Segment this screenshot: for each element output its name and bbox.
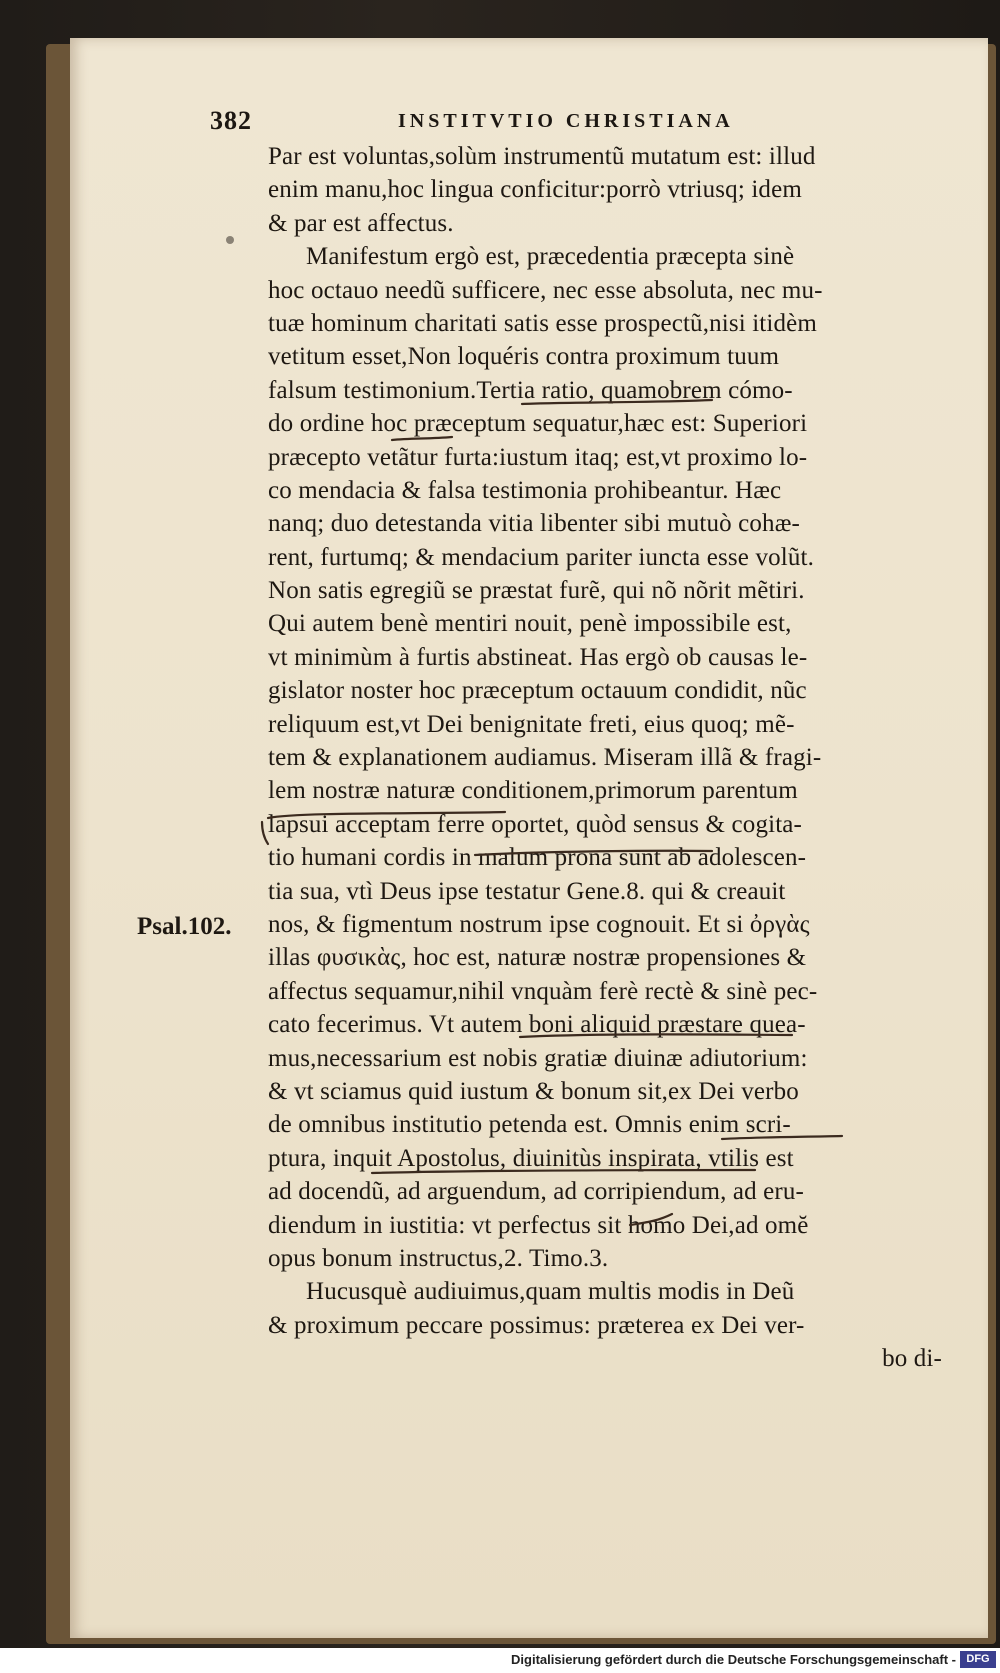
text-line: tia sua, vtì Deus ipse testatur Gene.8. qui & creauit — [268, 877, 786, 905]
text-line: nanq; duo detestanda vitia libenter sibi mutuò cohæ- — [268, 510, 800, 538]
text-line: rent, furtumq; & mendacium pariter iuncta esse volũt. — [268, 543, 814, 571]
text-line: Hucusquè audiuimus,quam multis modis in Deũ — [306, 1278, 795, 1306]
text-line: præcepto vetãtur furta:iustum itaq; est,vt proximo lo- — [268, 443, 808, 471]
text-line: & par est affectus. — [268, 209, 454, 237]
text-line: mus,necessarium est nobis gratiæ diuinæ adiutorium: — [268, 1044, 808, 1072]
dfg-logo-icon: DFG — [960, 1651, 996, 1668]
text-line: lapsui acceptam ferre oportet, quòd sensus & cogita- — [268, 810, 803, 838]
ink-spot — [226, 236, 234, 244]
text-line: hoc octauo needũ sufficere, nec esse absoluta, nec mu- — [268, 276, 823, 304]
text-line: Qui autem benè mentiri nouit, penè impossibile est, — [268, 610, 792, 638]
text-line: diendum in iustitia: vt perfectus sit homo Dei,ad omĕ — [268, 1211, 809, 1239]
text-line: opus bonum instructus,2. Timo.3. — [268, 1244, 609, 1272]
text-line: falsum testimonium.Tertia ratio, quamobrem cómo- — [268, 376, 793, 404]
digitization-credit: Digitalisierung gefördert durch die Deutsche Forschungsgemeinschaft - — [511, 1652, 956, 1667]
text-line: reliquum est,vt Dei benignitate freti, eius quoq; mẽ- — [268, 710, 795, 738]
text-line: tio humani cordis in malum prona sunt ab adolescen- — [268, 844, 807, 872]
text-line: Par est voluntas,solùm instrumentũ mutatum est: illud — [268, 143, 816, 170]
catchword: bo di- — [882, 1345, 942, 1373]
text-line: & vt sciamus quid iustum & bonum sit,ex Dei verbo — [268, 1077, 799, 1105]
page-number: 382 — [210, 106, 252, 135]
margin-note: Psal.102. — [137, 913, 232, 940]
text-line: Manifestum ergò est, præcedentia præcepta sinè — [306, 243, 795, 271]
text-line: gislator noster hoc præceptum octauum condidit, nũc — [268, 677, 807, 705]
text-line: tem & explanationem audiamus. Miseram illã & fragi- — [268, 744, 822, 772]
text-line: enim manu,hoc lingua conficitur:porrò vtriusq; idem — [268, 176, 802, 204]
text-line: illas φυσικὰς, hoc est, naturæ nostræ propensiones & — [268, 944, 807, 972]
text-line: tuæ hominum charitati satis esse prospectũ,nisi itidèm — [268, 309, 817, 337]
text-line: de omnibus institutio petenda est. Omnis enim scri- — [268, 1111, 791, 1139]
text-line: & proximum peccare possimus: præterea ex Dei ver- — [268, 1311, 805, 1339]
text-line: Non satis egregiũ se præstat furẽ, qui nõ nõrit mẽtiri. — [268, 577, 805, 605]
text-line: ptura, inquit Apostolus, diuinitùs inspirata, vtilis est — [268, 1144, 794, 1172]
body-text — [268, 140, 948, 1375]
text-line: lem nostræ naturæ conditionem,primorum parentum — [268, 777, 798, 805]
text-line: nos, & figmentum nostrum ipse cognouit. Et si ὀργὰς — [268, 910, 810, 938]
text-line: do ordine hoc præceptum sequatur,hæc est: Superiori — [268, 410, 808, 438]
text-line: ad docendũ, ad arguendum, ad corripiendum, ad eru- — [268, 1178, 805, 1206]
text-line: co mendacia & falsa testimonia prohibeantur. Hæc — [268, 476, 782, 504]
running-head: INSTITVTIO CHRISTIANA — [398, 110, 734, 132]
text-line: affectus sequamur,nihil vnquàm ferè rectè & sinè pec- — [268, 977, 818, 1005]
text-line: cato fecerimus. Vt autem boni aliquid præstare quea- — [268, 1011, 806, 1039]
text-line: vetitum esset,Non loquéris contra proximum tuum — [268, 343, 780, 371]
text-line: vt minimùm à furtis abstineat. Has ergò ob causas le- — [268, 643, 808, 671]
